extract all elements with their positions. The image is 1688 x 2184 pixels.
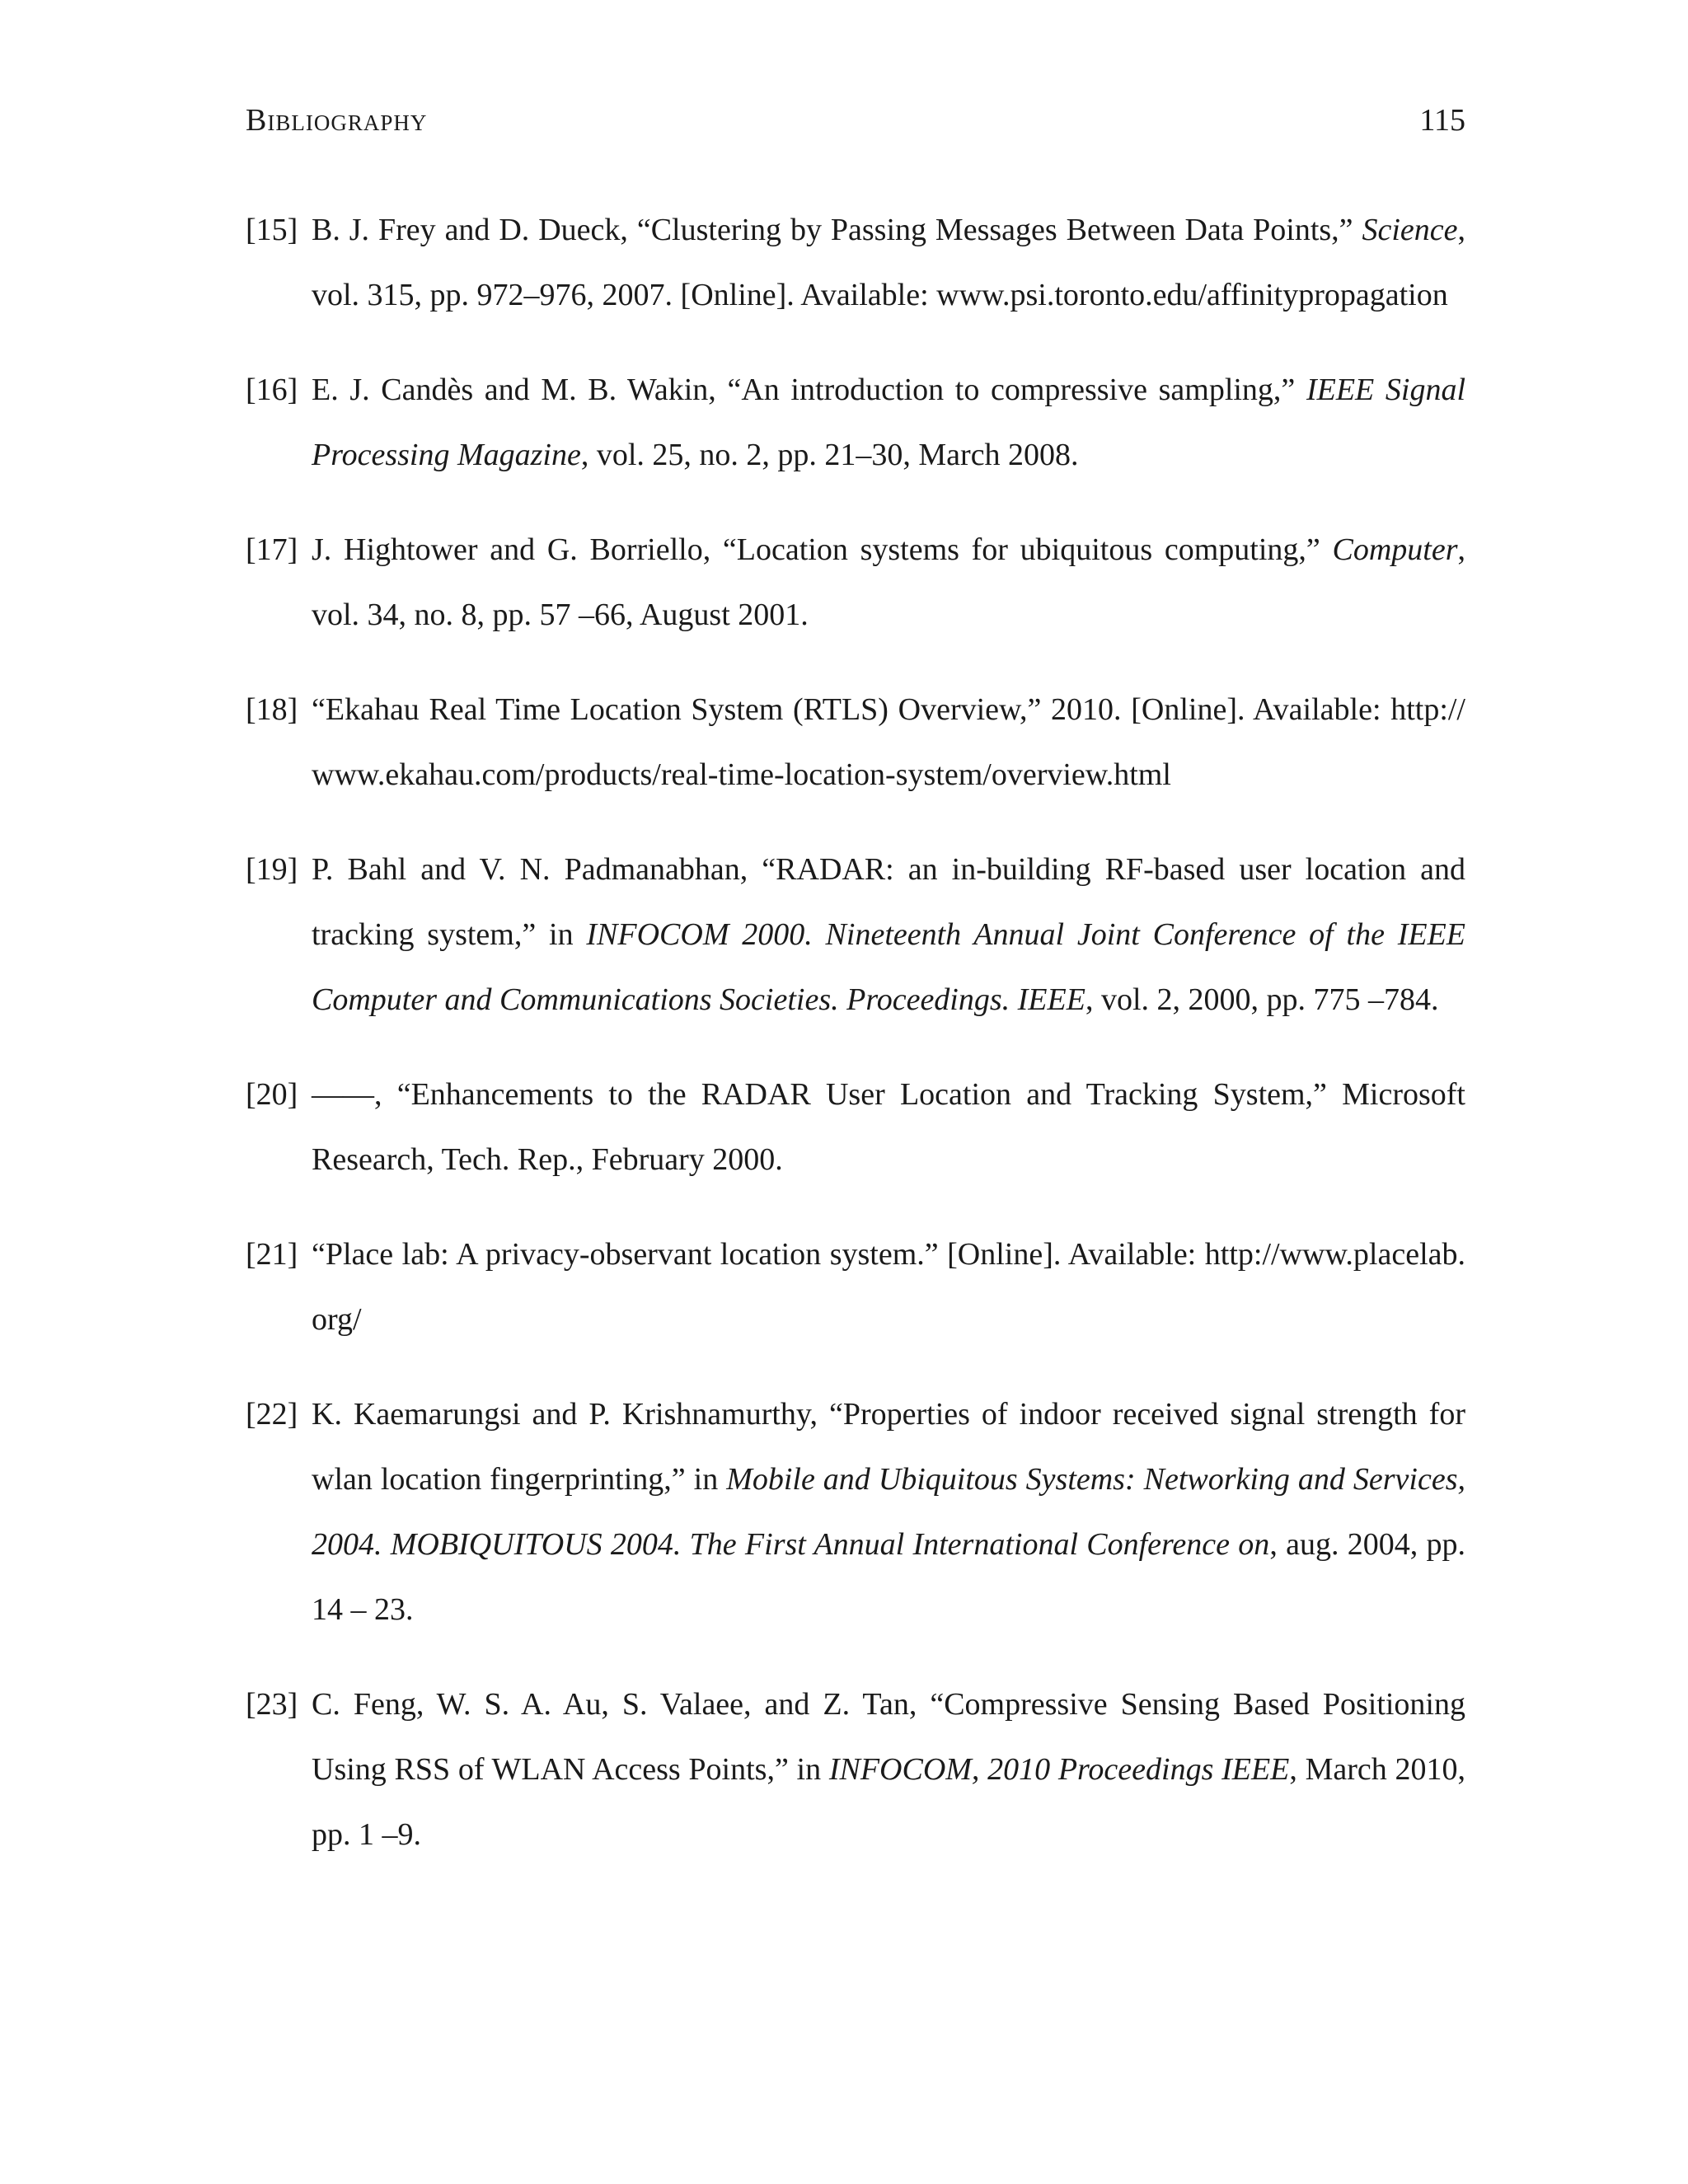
reference-venue-italic: INFOCOM, 2010 Proceedings IEEE — [828, 1752, 1290, 1787]
reference-text-segment: , March 2010, pp. 1 –9. — [312, 1752, 1465, 1852]
bibliography-entry — [246, 1222, 1465, 1352]
reference-venue-italic: IEEE Signal Processing Magazine — [312, 373, 1466, 472]
reference-venue-italic: Science — [1362, 213, 1458, 247]
bibliography-entry — [246, 1062, 1465, 1193]
reference-text — [312, 837, 1465, 1033]
reference-text-segment: , vol. 2, 2000, pp. 775 –784. — [1085, 982, 1439, 1017]
reference-label: [18] — [246, 692, 298, 727]
bibliography-entry — [246, 198, 1465, 328]
reference-label: [20] — [246, 1077, 298, 1112]
bibliography-entry — [246, 677, 1465, 808]
reference-url: http://www.placelab.org/ — [312, 1237, 1465, 1337]
running-head-title: Bibliography — [246, 103, 428, 138]
reference-label: [17] — [246, 532, 298, 567]
reference-text-segment: , vol. 34, no. 8, pp. 57 –66, August 2001. — [312, 532, 1465, 632]
reference-label: [19] — [246, 852, 298, 887]
reference-text — [312, 1222, 1465, 1352]
reference-text — [312, 518, 1465, 648]
reference-text — [312, 358, 1465, 488]
reference-text-segment: , aug. 2004, pp. 14 – 23. — [312, 1527, 1466, 1627]
reference-text — [312, 198, 1465, 328]
reference-label: [22] — [246, 1397, 298, 1432]
reference-text-segment: ——, “Enhancements to the RADAR User Location and Tracking System,” Microsoft Research, Tech. Rep., February 2000. — [312, 1077, 1465, 1177]
reference-url: www.psi.toronto.edu/affinitypropagation — [936, 278, 1448, 312]
bibliography-entry — [246, 1382, 1465, 1643]
reference-text — [312, 1672, 1465, 1868]
reference-label: [15] — [246, 213, 298, 247]
reference-venue-italic: Computer — [1332, 532, 1458, 567]
reference-text-segment: , vol. 315, pp. 972–976, 2007. [Online]. Available: — [312, 213, 1465, 312]
reference-text-segment: C. Feng, W. S. A. Au, S. Valaee, and Z. Tan, “Compressive Sensing Based Positioning Using RSS of WLAN Access Points,” in — [312, 1687, 1465, 1787]
reference-text-segment: B. J. Frey and D. Dueck, “Clustering by Passing Messages Between Data Points,” — [312, 213, 1362, 247]
reference-text-segment: E. J. Candès and M. B. Wakin, “An introduction to compressive sampling,” — [312, 373, 1306, 407]
reference-venue-italic: INFOCOM 2000. Nineteenth Annual Joint Conference of the IEEE Computer and Communications Societies. Proceedings. IEEE — [312, 917, 1466, 1017]
reference-text-segment: “Place lab: A privacy-observant location system.” [Online]. Available: — [312, 1237, 1205, 1272]
reference-text-segment: K. Kaemarungsi and P. Krishnamurthy, “Properties of indoor received signal strength for wlan location fingerprinting,” in — [312, 1397, 1465, 1497]
page-number: 115 — [1419, 103, 1465, 138]
reference-text-segment: P. Bahl and V. N. Padmanabhan, “RADAR: an in-building RF-based user location and tracking system,” in — [312, 852, 1465, 952]
reference-text-segment: J. Hightower and G. Borriello, “Location systems for ubiquitous computing,” — [312, 532, 1333, 567]
reference-text-segment: , vol. 25, no. 2, pp. 21–30, March 2008. — [580, 438, 1079, 472]
bibliography-entry — [246, 358, 1465, 488]
reference-venue-italic: Mobile and Ubiquitous Systems: Networking and Services, 2004. MOBIQUITOUS 2004. The First Annual International Conference on — [312, 1462, 1465, 1562]
running-head — [246, 101, 1465, 140]
bibliography-list — [246, 198, 1465, 1897]
reference-text — [312, 1062, 1465, 1193]
reference-text — [312, 677, 1465, 808]
reference-text-segment: “Ekahau Real Time Location System (RTLS) Overview,” 2010. [Online]. Available: — [312, 692, 1391, 727]
reference-label: [21] — [246, 1237, 298, 1272]
reference-url: http://www.ekahau.com/products/real-time-location-system/overview.html — [312, 692, 1465, 792]
bibliography-entry — [246, 518, 1465, 648]
reference-label: [23] — [246, 1687, 298, 1722]
bibliography-entry — [246, 837, 1465, 1033]
bibliography-entry — [246, 1672, 1465, 1868]
reference-label: [16] — [246, 373, 298, 407]
reference-text — [312, 1382, 1465, 1643]
